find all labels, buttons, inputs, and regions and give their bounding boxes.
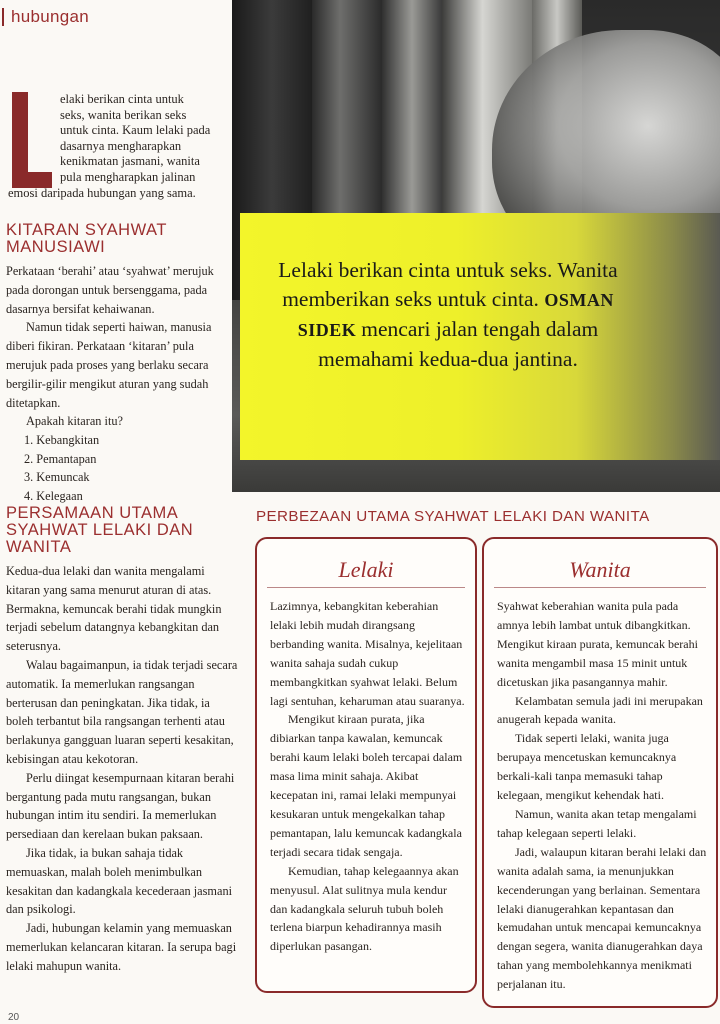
- wanita-heading: Wanita: [569, 557, 631, 582]
- divider: [494, 587, 706, 588]
- lelaki-box: [255, 537, 477, 993]
- section-tag-label: hubungan: [11, 7, 90, 26]
- wanita-body: Syahwat keberahian wanita pula pada amnya lebih lambat untuk dibangkitkan. Mengikut kiraan purata, kemuncak berahi wanita mengambil masa 15 minit untuk dicetuskan jika pasangannya mahir. Kelambatan semula jadi ini merupakan anugerah kepada wanita. Tidak seperti lelaki, wanita juga berupaya mencetuskan kemuncaknya berkali-kali tanpa memasuki tahap kelegaan, mengikut kehendak hati. Namun, wanita akan tetap mengalami tahap kelegaan seperti lelaki. Jadi, walaupun kitaran berahi lelaki dan wanita adalah sama, ia menunjukkan kecenderungan yang berlainan. Sementara lelaki dianugerahkan kepantasan dan kemudahan untuk mencapai kemuncaknya dengan segera, wanita dianugerahkan daya tahan yang membolehkannya menikmati perjalanan itu.: [497, 599, 707, 992]
- lelaki-heading: Lelaki: [338, 557, 394, 582]
- heading-persamaan: PERSAMAAN UTAMA SYAHWAT LELAKI DAN WANITA: [6, 504, 194, 556]
- list-item: 2. Pemantapan: [24, 451, 97, 466]
- kitaran-list: [24, 431, 230, 505]
- section-tag: [2, 6, 89, 28]
- comparison-title: PERBEZAAN UTAMA SYAHWAT LELAKI DAN WANITA: [256, 508, 650, 525]
- page-number: 20: [8, 1012, 20, 1023]
- quote-part-1: Lelaki berikan cinta untuk seks. Wanita memberikan seks untuk cinta.: [278, 258, 618, 311]
- wanita-box: [482, 537, 718, 1008]
- pull-quote: [268, 256, 628, 374]
- section-kitaran-body: Perkataan ‘berahi’ atau ‘syahwat’ merujuk pada dorongan untuk bersenggama, pada dasarnya bersifat kehaiwanan. Namun tidak seperti haiwan, manusia diberi fikiran. Perkataan ‘kitaran’ pula merujuk pada proses yang berlaku secara bergilir-gilir mengikut aturan yang sudah ditetapkan. Apakah kitaran itu? 1. Kebangkitan 2. Pemantapan 3. Kemuncak 4. Kelegaan: [6, 262, 230, 505]
- lelaki-body: Lazimnya, kebangkitan keberahian lelaki lebih mudah dirangsang berbanding wanita. Misalnya, kejelitaan wanita sahaja sudah cukup membangkitkan syahwat lelaki. Belum lagi sentuhan, keharuman atau suaranya. Mengikut kiraan purata, jika dibiarkan tanpa kawalan, kemuncak berahi kaum lelaki boleh tercapai dalam masa lima minit sahaja. Akibat kecepatan ini, ramai lelaki mempunyai kesukaran untuk mengekalkan tahap pemantapan, lalu kemuncak kadangkala terjadi secara tidak sengaja. Kemudian, tahap kelegaannya akan menyusul. Alat sulitnya mula kendur dan kadangkala seluruh tubuh boleh terlena biarpun kehadirannya masih diperlukan pasangan.: [270, 599, 465, 954]
- section-tag-bar: [2, 8, 4, 26]
- intro-paragraph: elaki berikan cinta untuk seks, wanita berikan seks untuk cinta. Kaum lelaki pada dasarnya mengharapkan kenikmatan jasmani, wanita pula mengharapkan jalinan emosi daripada hubungan yang sama.: [8, 92, 211, 200]
- divider: [267, 587, 465, 588]
- list-item: 4. Kelegaan: [24, 488, 83, 503]
- quote-author: OSMAN SIDEK: [297, 290, 614, 340]
- section-persamaan-body: Kedua-dua lelaki dan wanita mengalami kitaran yang sama menurut aturan di atas. Bermakna, kemuncak berahi tidak mungkin terjadi sebelum datangnya kebangkitan dan seterusnya. Walau bagaimanpun, ia tidak terjadi secara automatik. Ia memerlukan rangsangan berterusan dan peningkatan. Jika tidak, ia boleh terbantut bila rangsangan terhenti atau berlakunya gangguan luaran seperti kesakitan, kebisingan atau kekotoran. Perlu diingat kesempurnaan kitaran berahi bergantung pada mutu rangsangan, bukan hubungan intim itu sendiri. Ia memerlukan persediaan dan kerelaan bukan paksaan. Jika tidak, ia bukan sahaja tidak memuaskan, malah boleh menimbulkan kesakitan dan kadangkala kecederaan jasmani dan psikologi. Jadi, hubungan kelamin yang memuaskan memerlukan kelancaran kitaran. Ia serupa bagi lelaki mahupun wanita.: [6, 564, 238, 973]
- list-item: 3. Kemuncak: [24, 470, 90, 485]
- heading-kitaran: KITARAN SYAHWAT MANUSIAWI: [6, 221, 167, 256]
- quote-part-2: mencari jalan tengah dalam memahami kedua-dua jantina.: [318, 317, 599, 371]
- list-item: 1. Kebangkitan: [24, 433, 100, 448]
